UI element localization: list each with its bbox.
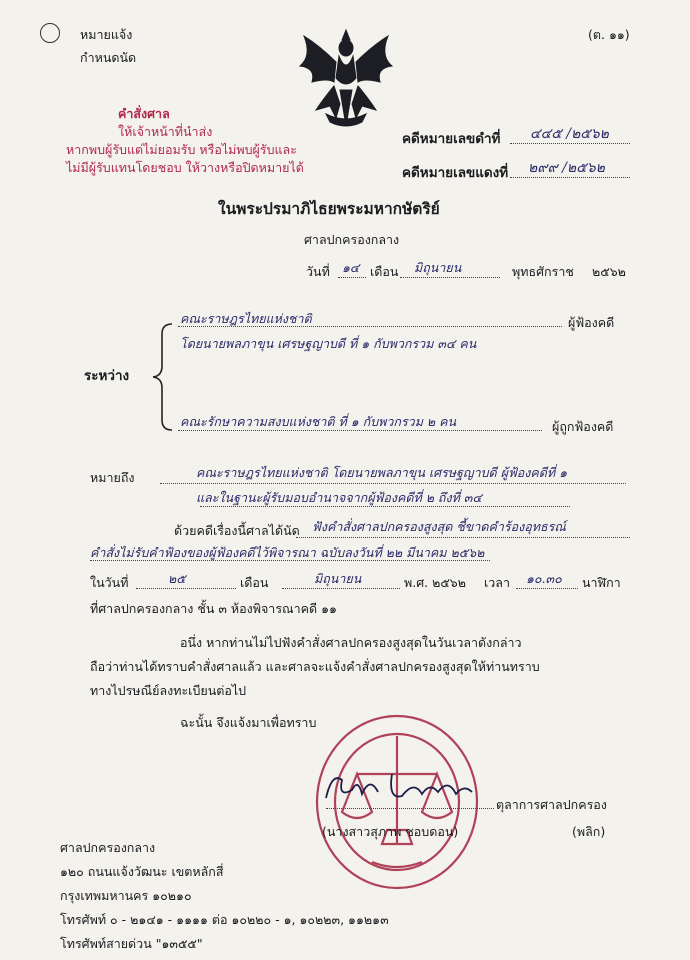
garuda-emblem (290, 26, 402, 130)
signature (322, 768, 492, 808)
black-case-number: ๔๔๕ /๒๕๖๒ (530, 126, 609, 142)
date-day: ๑๔ (342, 260, 360, 275)
body-line-2: ถือว่าท่านได้ทราบคำสั่งศาลแล้ว และศาลจะแจ้งคำสั่งศาลปกครองสูงสุดให้ท่านทราบ (90, 659, 540, 674)
between-label: ระหว่าง (84, 368, 130, 384)
to-line-1: คณะราษฎรไทยแห่งชาติ โดยนายพลภาขุน เศรษฐญาบดี ผู้ฟ้องคดีที่ ๑ (196, 465, 568, 480)
date-year-label: พุทธศักราช (512, 264, 574, 279)
court-order-line-1: ให้เจ้าหน้าที่นำส่ง (118, 124, 213, 139)
checkbox-circle (40, 23, 60, 43)
address-line-2: ๑๒๐ ถนนแจ้งวัฒนะ เขตหลักสี่ (60, 864, 224, 879)
case-subject-2: คำสั่งไม่รับคำฟ้องของผู้ฟ้องคดีไว้พิจารณา ฉบับลงวันที่ ๒๒ มีนาคม ๒๕๖๒ (90, 545, 485, 560)
red-case-label: คดีหมายเลขแดงที่ (402, 165, 509, 181)
address-hotline: โทรศัพท์สายด่วน "๑๓๕๕" (60, 936, 203, 951)
hearing-time-label: เวลา (484, 575, 510, 590)
case-subject-label: ด้วยคดีเรื่องนี้ศาลได้นัด (174, 523, 300, 538)
hearing-place: ที่ศาลปกครองกลาง ชั้น ๓ ห้องพิจารณาคดี ๑๑ (90, 601, 337, 616)
hearing-month: มิถุนายน (314, 571, 362, 586)
court-order-line-3: ไม่มีผู้รับแทนโดยชอบ ให้วางหรือปิดหมายได้ (66, 160, 304, 175)
court-order-title: คำสั่งศาล (118, 106, 170, 121)
plaintiff-line-2: โดยนายพลภาขุน เศรษฐญาบดี ที่ ๑ กับพวกรวม ๓๔ คน (180, 336, 477, 351)
form-number: (ต. ๑๑) (588, 27, 630, 42)
defendant-line: คณะรักษาความสงบแห่งชาติ ที่ ๑ กับพวกรวม ๒ คน (180, 414, 457, 429)
case-subject-1: ฟังคำสั่งศาลปกครองสูงสุด ชี้ขาดคำร้องอุทธรณ์ (312, 519, 566, 534)
note-line-1: หมายแจ้ง (80, 27, 133, 42)
address-phone: โทรศัพท์ ๐ - ๒๑๔๑ - ๑๑๑๑ ต่อ ๑๐๒๒๐ - ๑, ๑๐๒๒๓, ๑๑๒๑๓ (60, 912, 389, 927)
body-line-3: ทางไปรษณีย์ลงทะเบียนต่อไป (90, 683, 247, 698)
hearing-day: ๒๕ (168, 571, 186, 586)
court-name: ศาลปกครองกลาง (304, 232, 400, 247)
date-day-label: วันที่ (306, 264, 330, 279)
hearing-day-label: ในวันที่ (90, 575, 129, 590)
red-case-number: ๒๙๙ /๒๕๖๒ (528, 160, 605, 176)
date-month-label: เดือน (370, 264, 399, 279)
plaintiff-role: ผู้ฟ้องคดี (568, 315, 615, 330)
turn-over-note: (พลิก) (572, 824, 606, 839)
body-line-1: อนึ่ง หากท่านไม่ไปฟังคำสั่งศาลปกครองสูงสุดในวันเวลาดังกล่าว (180, 635, 522, 650)
closing-line: ฉะนั้น จึงแจ้งมาเพื่อทราบ (180, 715, 317, 730)
hearing-month-label: เดือน (240, 575, 269, 590)
black-case-label: คดีหมายเลขดำที่ (402, 131, 501, 147)
hearing-time-unit: นาฬิกา (582, 575, 621, 590)
date-month: มิถุนายน (414, 260, 462, 275)
hearing-year: พ.ศ. ๒๕๖๒ (404, 575, 466, 590)
to-label: หมายถึง (90, 470, 135, 485)
brace-icon (150, 322, 176, 432)
hearing-time: ๑๐.๓๐ (526, 571, 562, 586)
signatory-title: ตุลาการศาลปกครอง (496, 797, 607, 812)
heading-royal: ในพระปรมาภิไธยพระมหากษัตริย์ (218, 200, 440, 218)
note-line-2: กำหนดนัด (80, 50, 137, 65)
address-line-1: ศาลปกครองกลาง (60, 840, 156, 855)
date-year: ๒๕๖๒ (592, 264, 626, 279)
address-line-3: กรุงเทพมหานคร ๑๐๒๑๐ (60, 888, 192, 903)
signatory-name: (นางสาวสุภาพ ชอบดอน) (322, 824, 459, 839)
plaintiff-line-1: คณะราษฎรไทยแห่งชาติ (180, 311, 312, 326)
defendant-role: ผู้ถูกฟ้องคดี (552, 419, 614, 434)
court-order-line-2: หากพบผู้รับแต่ไม่ยอมรับ หรือไม่พบผู้รับและ (66, 142, 297, 157)
to-line-2: และในฐานะผู้รับมอบอำนาจจากผู้ฟ้องคดีที่ ๒ ถึงที่ ๓๔ (196, 490, 482, 505)
